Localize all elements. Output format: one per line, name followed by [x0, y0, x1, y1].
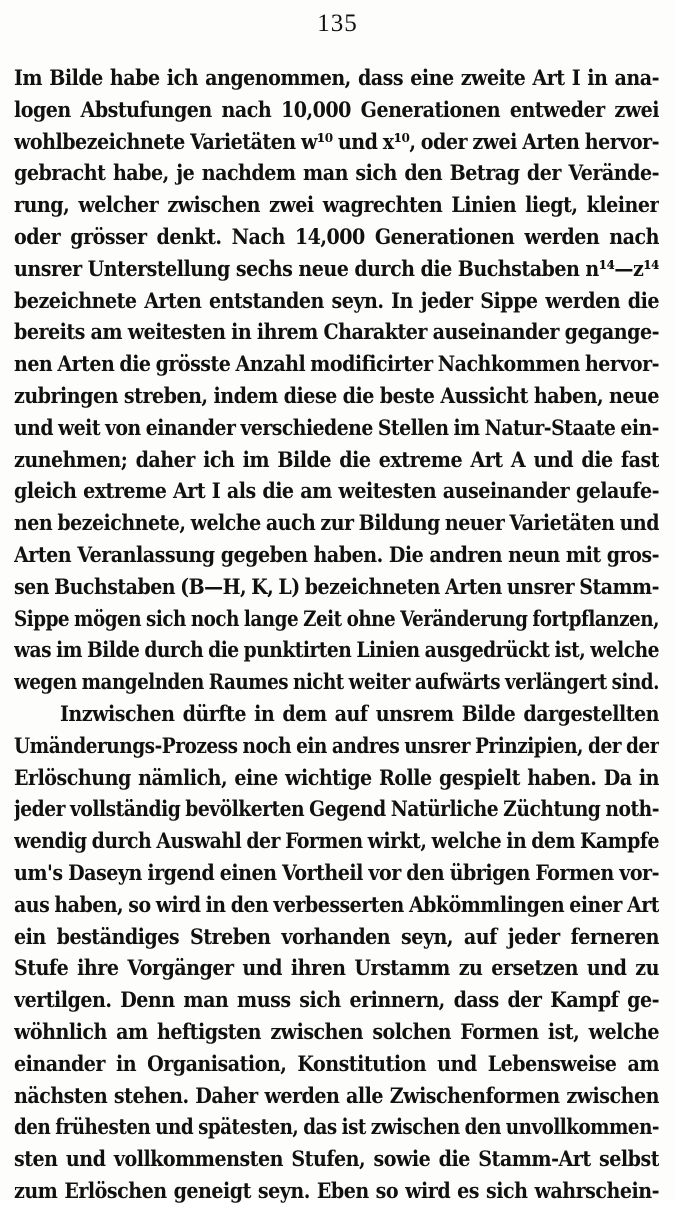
text-line: und weit von einander verschiedene Stellen im Natur-Staate ein-: [14, 414, 659, 440]
body-text: [14, 62, 659, 1207]
page-number: 135: [317, 10, 358, 37]
text-line: nächsten stehen. Daher werden alle Zwischenformen zwischen: [14, 1082, 659, 1108]
text-line: um's Daseyn irgend einen Vortheil vor den übrigen Formen vor-: [14, 859, 659, 885]
text-line: bereits am weitesten in ihrem Charakter auseinander gegange-: [14, 319, 659, 345]
text-line: Stufe ihre Vorgänger und ihren Urstamm zu ersetzen und zu: [14, 955, 659, 981]
text-line: nen bezeichnete, welche auch zur Bildung neuer Varietäten und: [14, 510, 659, 536]
text-line: zubringen streben, indem diese die beste Aussicht haben, neue: [14, 382, 659, 408]
text-line: gebracht habe, je nachdem man sich den Betrag der Verände-: [14, 160, 659, 186]
text-line: oder grösser denkt. Nach 14,000 Generationen werden nach: [14, 223, 659, 249]
text-line: Umänderungs-Prozess noch ein andres unsrer Prinzipien, der der: [14, 732, 659, 758]
text-line: Erlöschung nämlich, eine wichtige Rolle gespielt haben. Da in: [14, 764, 659, 790]
text-line: logen Abstufungen nach 10,000 Generationen entweder zwei: [14, 96, 659, 122]
text-line: Inzwischen dürfte in dem auf unsrem Bilde dargestellten: [60, 700, 659, 726]
text-line: wendig durch Auswahl der Formen wirkt, welche in dem Kampfe: [14, 828, 659, 854]
text-line: gleich extreme Art I als die am weitesten auseinander gelaufe-: [14, 478, 659, 504]
text-line: wegen mangelnden Raumes nicht weiter aufwärts verlängert sind.: [14, 669, 659, 695]
text-line: nen Arten die grösste Anzahl modificirter Nachkommen hervor-: [14, 351, 659, 377]
text-line: vertilgen. Denn man muss sich erinnern, dass der Kampf ge-: [14, 987, 659, 1013]
text-line: Sippe mögen sich noch lange Zeit ohne Veränderung fortpflanzen,: [14, 605, 659, 631]
text-line: einander in Organisation, Konstitution und Lebensweise am: [14, 1050, 659, 1076]
text-line: rung, welcher zwischen zwei wagrechten Linien liegt, kleiner: [14, 192, 659, 218]
text-line: Im Bilde habe ich angenommen, dass eine zweite Art I in ana-: [14, 65, 659, 90]
text-line: den frühesten und spätesten, das ist zwischen den unvollkommen-: [14, 1114, 659, 1140]
text-line: aus haben, so wird in den verbesserten Abkömmlingen einer Art: [14, 891, 659, 917]
text-line: sten und vollkommensten Stufen, sowie die Stamm-Art selbst: [14, 1146, 659, 1172]
text-line: zunehmen; daher ich im Bilde die extreme Art A und die fast: [14, 446, 659, 472]
text-line: wohlbezeichnete Varietäten w¹⁰ und x¹⁰, oder zwei Arten hervor-: [14, 128, 659, 154]
text-line: Arten Veranlassung gegeben haben. Die andren neun mit gros-: [14, 541, 659, 567]
text-line: wöhnlich am heftigsten zwischen solchen Formen ist, welche: [14, 1018, 659, 1044]
text-line: sen Buchstaben (B—H, K, L) bezeichneten Arten unsrer Stamm-: [14, 573, 659, 599]
text-line: ein beständiges Streben vorhanden seyn, auf jeder ferneren: [14, 923, 659, 949]
text-line: bezeichnete Arten entstanden seyn. In jeder Sippe werden die: [14, 287, 659, 313]
text-line: unsrer Unterstellung sechs neue durch die Buchstaben n¹⁴—z¹⁴: [14, 255, 659, 281]
text-line: was im Bilde durch die punktirten Linien ausgedrückt ist, welche: [14, 637, 659, 663]
text-line: zum Erlöschen geneigt seyn. Eben so wird es sich wahrschein-: [14, 1177, 659, 1203]
text-line: jeder vollständig bevölkerten Gegend Natürliche Züchtung noth-: [14, 796, 659, 822]
